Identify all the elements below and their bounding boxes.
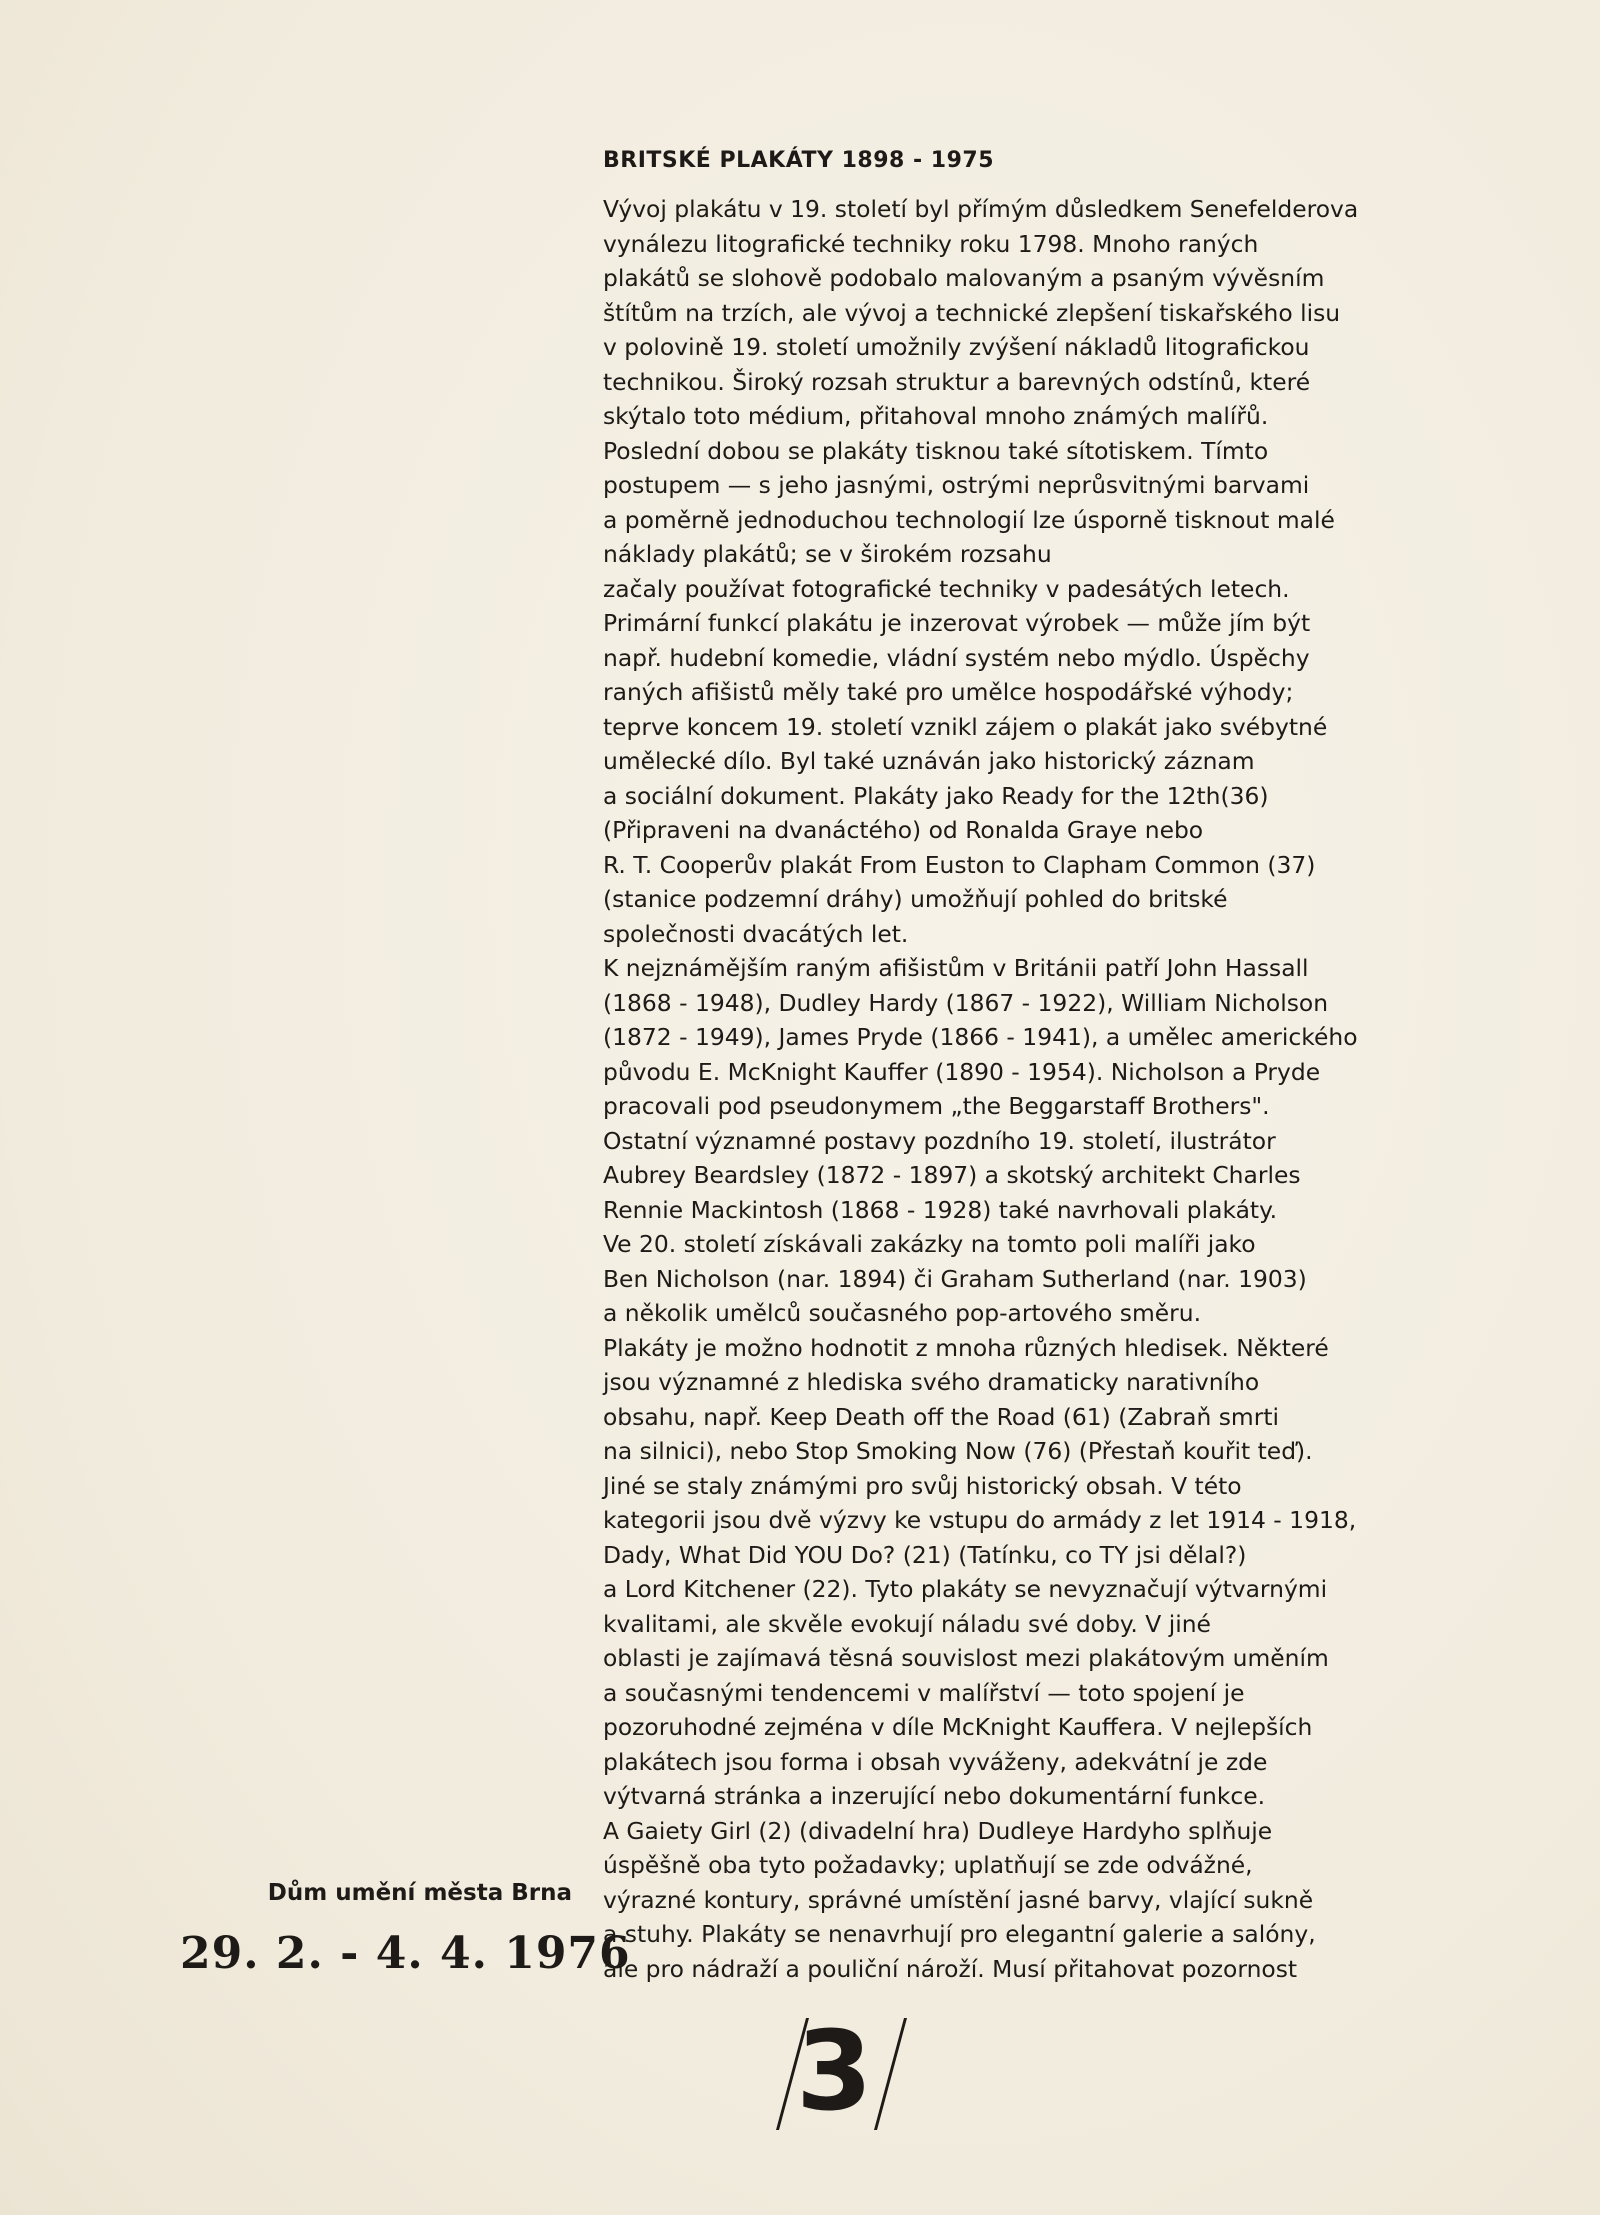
body-line: na silnici), nebo Stop Smoking Now (76) (Přestaň kouřit teď). <box>603 1437 1313 1465</box>
body-line: pracovali pod pseudonymem „the Beggarstaff Brothers". <box>603 1092 1270 1120</box>
body-line: náklady plakátů; se v širokém rozsahu <box>603 540 1052 568</box>
exhibition-dates: 29. 2. - 4. 4. 1976 <box>180 1928 631 1979</box>
body-line: (stanice podzemní dráhy) umožňují pohled do britské <box>603 885 1228 913</box>
body-line: (1868 - 1948), Dudley Hardy (1867 - 1922), William Nicholson <box>603 988 1329 1017</box>
body-line: a poměrně jednoduchou technologií lze úsporně tisknout malé <box>603 505 1335 534</box>
body-line: Jiné se staly známými pro svůj historický obsah. V této <box>603 1471 1242 1500</box>
page-number-value: 3 <box>796 2007 873 2135</box>
body-line: a současnými tendencemi v malířství — toto spojení je <box>603 1678 1245 1707</box>
body-line: plakátech jsou forma i obsah vyváženy, adekvátní je zde <box>603 1747 1268 1776</box>
body-line: R. T. Cooperův plakát From Euston to Clapham Common (37) <box>603 850 1316 879</box>
body-line: plakátů se slohově podobalo malovaným a psaným vývěsním <box>603 264 1325 292</box>
body-line: obsahu, např. Keep Death off the Road (61) (Zabraň smrti <box>603 1402 1280 1431</box>
body-line: ale pro nádraží a pouliční nároží. Musí přitahovat pozornost <box>603 1954 1298 1983</box>
body-line: umělecké dílo. Byl také uznáván jako historický záznam <box>603 747 1255 775</box>
article-body <box>603 192 1403 1986</box>
body-line: Vývoj plakátu v 19. století byl přímým důsledkem Senefelderova <box>603 195 1359 223</box>
body-line: (1872 - 1949), James Pryde (1866 - 1941), a umělec amerického <box>603 1023 1358 1051</box>
body-line: výrazné kontury, správné umístění jasné barvy, vlající sukně <box>603 1885 1314 1914</box>
body-line: vynálezu litografické techniky roku 1798. Mnoho raných <box>603 229 1259 258</box>
body-line: a několik umělců současného pop-artového směru. <box>603 1299 1202 1327</box>
body-line: společnosti dvacátých let. <box>603 919 909 948</box>
body-line: (Připraveni na dvanáctého) od Ronalda Graye nebo <box>603 816 1204 844</box>
slash-right-decoration <box>874 2018 907 2130</box>
body-line: skýtalo toto médium, přitahoval mnoho známých malířů. <box>603 402 1269 430</box>
page-number <box>752 2007 904 2135</box>
body-line: výtvarná stránka a inzerující nebo dokumentární funkce. <box>603 1782 1266 1810</box>
body-line: Primární funkcí plakátu je inzerovat výrobek — může jím být <box>603 609 1311 637</box>
body-line: pozoruhodné zejména v díle McKnight Kauffera. V nejlepších <box>603 1713 1313 1741</box>
body-line: štítům na trzích, ale vývoj a technické zlepšení tiskařského lisu <box>603 298 1341 327</box>
body-line: A Gaiety Girl (2) (divadelní hra) Dudleye Hardyho splňuje <box>603 1816 1273 1845</box>
body-line: úspěšně oba tyto požadavky; uplatňují se zde odvážné, <box>603 1851 1253 1879</box>
body-line: oblasti je zajímavá těsná souvislost mezi plakátovým uměním <box>603 1644 1329 1672</box>
body-line: v polovině 19. století umožnily zvýšení nákladů litografickou <box>603 333 1310 361</box>
body-line: a sociální dokument. Plakáty jako Ready for the 12th(36) <box>603 781 1269 810</box>
venue-label: Dům umění města Brna <box>267 1880 572 1906</box>
body-line: Dady, What Did YOU Do? (21) (Tatínku, co TY jsi dělal?) <box>603 1540 1247 1569</box>
body-line: Plakáty je možno hodnotit z mnoha různých hledisek. Některé <box>603 1333 1329 1362</box>
body-line: Ben Nicholson (nar. 1894) či Graham Sutherland (nar. 1903) <box>603 1264 1307 1293</box>
body-line: K nejznámějším raným afišistům v Británii patří John Hassall <box>603 954 1309 982</box>
body-line: postupem — s jeho jasnými, ostrými neprůsvitnými barvami <box>603 471 1310 499</box>
body-line: začaly používat fotografické techniky v padesátých letech. <box>603 574 1290 603</box>
article-heading: BRITSKÉ PLAKÁTY 1898 - 1975 <box>603 148 995 173</box>
body-line: kategorii jsou dvě výzvy ke vstupu do armády z let 1914 - 1918, <box>603 1506 1357 1534</box>
body-line: Ostatní významné postavy pozdního 19. století, ilustrátor <box>603 1126 1276 1155</box>
body-line: a stuhy. Plakáty se nenavrhují pro elegantní galerie a salóny, <box>603 1920 1316 1948</box>
body-line: Ve 20. století získávali zakázky na tomto poli malíři jako <box>603 1230 1256 1258</box>
body-line: raných afišistů měly také pro umělce hospodářské výhody; <box>603 678 1294 706</box>
body-line: Poslední dobou se plakáty tisknou také sítotiskem. Tímto <box>603 436 1269 465</box>
body-line: původu E. McKnight Kauffer (1890 - 1954). Nicholson a Pryde <box>603 1057 1321 1086</box>
body-line: a Lord Kitchener (22). Tyto plakáty se nevyznačují výtvarnými <box>603 1575 1328 1603</box>
body-line: jsou významné z hlediska svého dramaticky narativního <box>603 1368 1260 1396</box>
body-line: teprve koncem 19. století vznikl zájem o plakát jako svébytné <box>603 712 1328 741</box>
body-line: technikou. Široký rozsah struktur a barevných odstínů, které <box>603 367 1311 396</box>
body-line: Aubrey Beardsley (1872 - 1897) a skotský architekt Charles <box>603 1161 1301 1189</box>
body-line: např. hudební komedie, vládní systém nebo mýdlo. Úspěchy <box>603 643 1310 672</box>
body-line: kvalitami, ale skvěle evokují náladu své doby. V jiné <box>603 1609 1211 1638</box>
body-line: Rennie Mackintosh (1868 - 1928) také navrhovali plakáty. <box>603 1195 1278 1224</box>
